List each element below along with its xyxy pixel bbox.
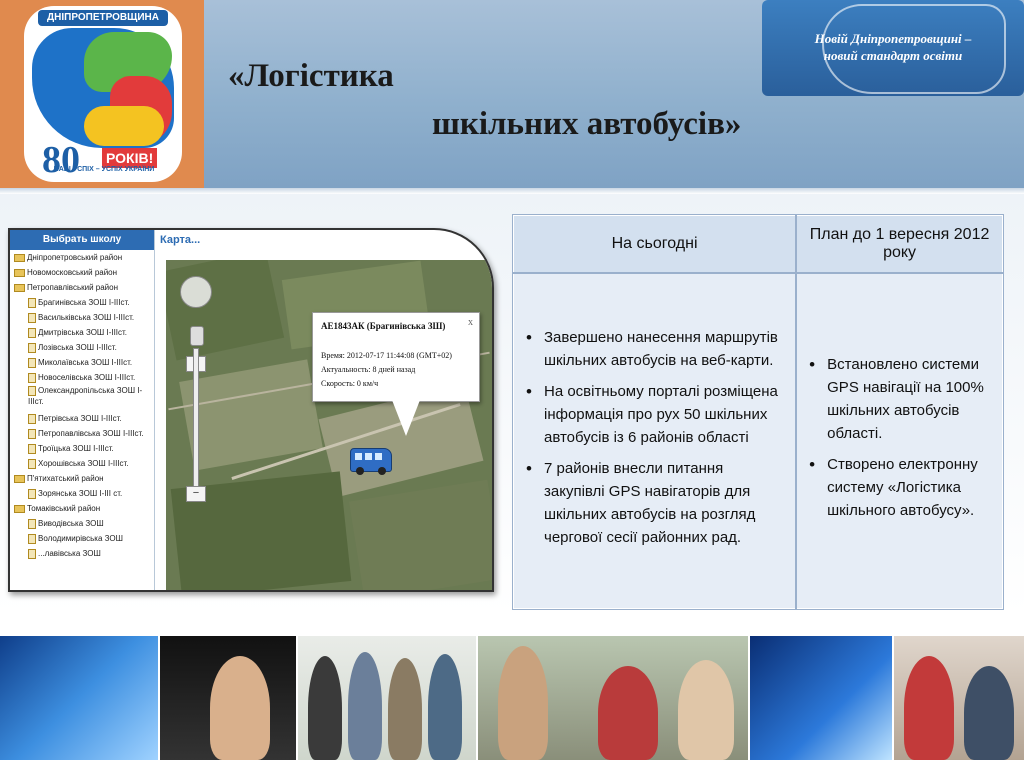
popup-time: Время: 2012-07-17 11:44:08 (GMT+02) — [321, 351, 452, 360]
photo-students-laptop — [894, 636, 1024, 760]
photo-person — [388, 658, 422, 760]
popup-actuality: Актуальность: 8 дней назад — [321, 365, 416, 374]
tree-school-item[interactable] — [10, 426, 154, 441]
logo-right-caption — [762, 30, 1024, 64]
bus-window — [375, 453, 382, 460]
zoom-slider[interactable] — [193, 348, 199, 502]
plan-item: • Створено електронну систему «Логістика шкільного автобусу». — [827, 453, 992, 522]
tree-item-label: Олександропільська ЗОШ І-ІІІст. — [28, 386, 143, 406]
tree-school-item[interactable] — [10, 325, 154, 340]
popup-speed: Скорость: 0 км/ч — [321, 379, 379, 388]
tree-school-item[interactable] — [10, 531, 154, 546]
logo-top-text: ДНІПРОПЕТРОВЩИНА — [38, 10, 168, 26]
tree-school-item[interactable] — [10, 385, 154, 411]
tree-item-label: Васильківська ЗОШ І-ІІІст. — [38, 313, 135, 322]
document-icon — [28, 429, 36, 439]
education-standard-logo — [762, 0, 1024, 96]
document-icon — [28, 459, 36, 469]
tree-district-item[interactable] — [10, 471, 154, 486]
street-view-handle-icon[interactable] — [190, 326, 204, 346]
document-icon — [28, 358, 36, 368]
map-pan-control[interactable] — [180, 276, 212, 308]
photo-digital-tech — [0, 636, 158, 760]
tree-item-label: Новоселівська ЗОШ І-ІІІст. — [38, 373, 136, 382]
document-icon — [28, 489, 36, 499]
map-app-window — [8, 228, 494, 592]
document-icon — [28, 414, 36, 424]
logo-right-line2: новий стандарт освіти — [823, 48, 963, 63]
photo-classroom — [478, 636, 748, 760]
school-bus-icon[interactable] — [350, 448, 392, 472]
today-item: • На освітньому порталі розміщена інформація про рух 50 шкільних автобусів із 6 районів області — [544, 380, 785, 449]
photo-person — [428, 654, 462, 760]
page-title-line1: «Логістика — [228, 58, 394, 94]
photo-person — [598, 666, 658, 760]
tree-district-item[interactable] — [10, 250, 154, 265]
tree-district-item[interactable] — [10, 501, 154, 516]
folder-icon — [14, 269, 25, 277]
tree-item-label: Брагинівська ЗОШ І-ІІІст. — [38, 298, 130, 307]
status-plan-table — [512, 214, 1004, 610]
tree-school-item[interactable] — [10, 295, 154, 310]
photo-person — [348, 652, 382, 760]
tree-item-label: Петропавлівська ЗОШ І-ІІІст. — [38, 429, 144, 438]
folder-icon — [14, 505, 25, 513]
folder-icon — [14, 254, 25, 262]
tree-item-label: Томаківський район — [27, 504, 101, 513]
zoom-out-button[interactable]: − — [186, 486, 206, 502]
vehicle-info-popup — [312, 312, 480, 402]
logo-yellow-shape — [84, 106, 164, 146]
tree-school-item[interactable] — [10, 456, 154, 471]
photo-person — [308, 656, 342, 760]
photo-person — [678, 660, 734, 760]
bus-window — [365, 453, 372, 460]
bus-wheel — [356, 467, 364, 475]
today-item: • 7 районів внесли питання закупівлі GPS навігаторів для шкільних автобусів на розгляд чергової сесії районних рад. — [544, 457, 785, 549]
document-icon — [28, 386, 36, 396]
document-icon — [28, 328, 36, 338]
tree-item-label: Володимирівська ЗОШ — [38, 534, 123, 543]
popup-pointer — [392, 400, 420, 436]
tree-item-label: П'ятихатський район — [27, 474, 104, 483]
document-icon — [28, 444, 36, 454]
tree-item-label: Миколаївська ЗОШ І-ІІІст. — [38, 358, 133, 367]
tree-school-item[interactable] — [10, 355, 154, 370]
satellite-map[interactable] — [166, 260, 492, 590]
table-header-today: На сьогодні — [513, 215, 796, 273]
tree-school-item[interactable] — [10, 486, 154, 501]
tree-school-item[interactable] — [10, 516, 154, 531]
document-icon — [28, 534, 36, 544]
tree-school-item[interactable] — [10, 546, 154, 561]
tree-item-label: ...лавівська ЗОШ — [38, 549, 101, 558]
tree-school-item[interactable] — [10, 441, 154, 456]
bus-window — [355, 453, 362, 460]
page-title-line2: шкільних автобусів» — [432, 106, 742, 142]
document-icon — [28, 313, 36, 323]
table-header-plan: План до 1 вересня 2012 року — [796, 215, 1003, 273]
map-panel-title: Карта... — [160, 234, 201, 246]
tree-school-item[interactable] — [10, 310, 154, 325]
popup-vehicle-title: АЕ1843АК (Брагинівська ЗШ) — [321, 321, 446, 331]
folder-icon — [14, 284, 25, 292]
table-cell-plan — [796, 273, 1003, 609]
school-tree-header: Выбрать школу — [10, 230, 154, 250]
tree-school-item[interactable] — [10, 340, 154, 355]
tree-item-label: Дніпропетровський район — [27, 253, 123, 262]
tree-item-label: Хорошівська ЗОШ І-ІІІст. — [38, 459, 129, 468]
logo-badge: РОКІВ! — [102, 148, 157, 168]
logo-bottom-text: НАШ УСПІХ – УСПІХ УКРАЇНИ — [53, 166, 155, 173]
photo-person — [964, 666, 1014, 760]
map-field — [166, 260, 284, 360]
map-field — [349, 480, 492, 590]
logo-number: 80 — [42, 139, 80, 181]
plan-item: • Встановлено системи GPS навігації на 100% шкільних автобусів області. — [827, 353, 992, 445]
school-tree-list — [10, 250, 154, 561]
document-icon — [28, 549, 36, 559]
tree-item-label: Троїцька ЗОШ І-ІІІст. — [38, 444, 114, 453]
tree-item-label: Петропавлівський район — [27, 283, 119, 292]
tree-school-item[interactable] — [10, 370, 154, 385]
document-icon — [28, 343, 36, 353]
school-tree-panel — [10, 230, 155, 590]
tree-item-label: Лозівська ЗОШ І-ІІІст. — [38, 343, 117, 352]
photo-person — [498, 646, 548, 760]
bus-wheel — [378, 467, 386, 475]
popup-close-icon[interactable]: x — [468, 317, 473, 328]
photo-students-group — [298, 636, 476, 760]
table-cell-today — [513, 273, 796, 609]
tree-district-item[interactable] — [10, 265, 154, 280]
photo-boy-chalkboard — [160, 636, 296, 760]
tree-district-item[interactable] — [10, 280, 154, 295]
folder-icon — [14, 475, 25, 483]
document-icon — [28, 298, 36, 308]
today-item: • Завершено нанесення маршрутів шкільних автобусів на веб-карти. — [544, 326, 785, 372]
tree-item-label: Петрівська ЗОШ І-ІІІст. — [38, 414, 122, 423]
photo-laptop — [750, 636, 892, 760]
tree-item-label: Зорянська ЗОШ І-ІІІ ст. — [38, 489, 123, 498]
region-anniversary-logo — [0, 0, 204, 188]
document-icon — [28, 373, 36, 383]
tree-item-label: Дмитрівська ЗОШ І-ІІІст. — [38, 328, 128, 337]
document-icon — [28, 519, 36, 529]
photo-person — [210, 656, 270, 760]
logo-right-line1: Новій Дніпропетровщині – — [814, 31, 972, 46]
photo-person — [904, 656, 954, 760]
tree-item-label: Виводівська ЗОШ — [38, 519, 104, 528]
tree-item-label: Новомосковський район — [27, 268, 118, 277]
logo-emblem — [24, 6, 182, 182]
tree-school-item[interactable] — [10, 411, 154, 426]
